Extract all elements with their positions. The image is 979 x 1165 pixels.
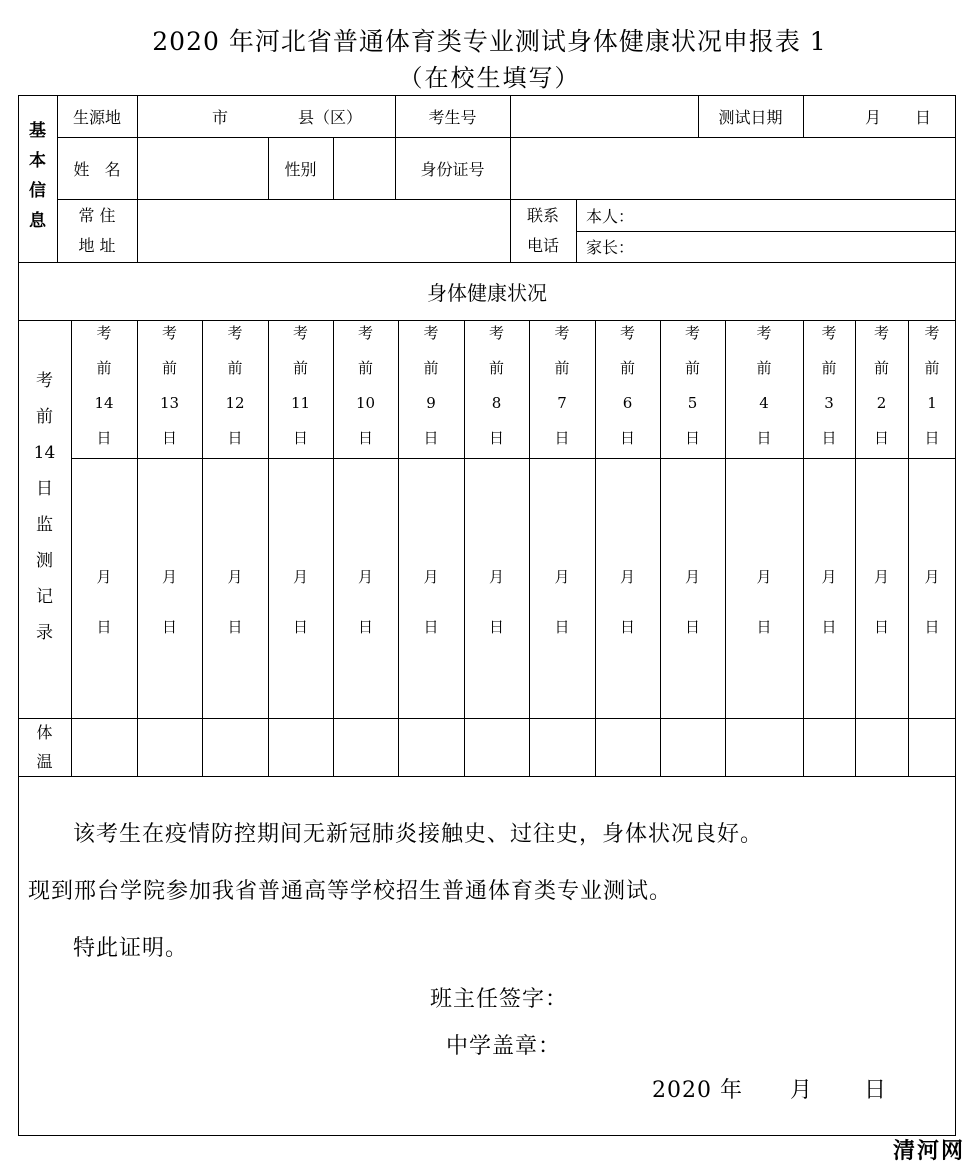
sign-date-month: 月: [790, 1078, 814, 1103]
day-header: 考 前 4 日: [756, 324, 772, 447]
self-phone-label: 本人：: [586, 206, 635, 226]
date-record-cell[interactable]: 月 日: [619, 568, 635, 636]
date-record-cell[interactable]: 月 日: [161, 568, 177, 636]
col-divider: [576, 199, 577, 262]
test-date-month: 月: [864, 107, 881, 127]
day-header: 考 前 5 日: [684, 324, 700, 447]
id-number-field[interactable]: [510, 137, 956, 199]
day-header: 考 前 7 日: [554, 324, 570, 447]
gender-label: 性别: [284, 159, 317, 179]
sign-date-year: 2020 年: [652, 1078, 743, 1103]
day-header: 考 前 14 日: [94, 324, 114, 447]
sign-date-day: 日: [864, 1078, 888, 1103]
origin-city-label: 市: [211, 107, 228, 127]
address-field[interactable]: [137, 199, 510, 262]
day-header: 考 前 11 日: [290, 324, 311, 447]
date-record-cell[interactable]: 月 日: [554, 568, 570, 636]
day-header: 考 前 3 日: [821, 324, 837, 447]
date-record-cell[interactable]: 月 日: [227, 568, 243, 636]
phone-label: 联系 电话: [526, 205, 559, 255]
basic-info-label: 基 本 信 息: [29, 121, 46, 231]
statement-line-1: 该考生在疫情防控期间无新冠肺炎接触史、过往史，身体状况良好。: [73, 822, 764, 847]
row-divider: [71, 458, 956, 459]
origin-label: 生源地: [72, 107, 121, 127]
row-divider: [18, 776, 956, 777]
teacher-signature-label: 班主任签字：: [430, 987, 569, 1012]
school-seal-label: 中学盖章：: [446, 1034, 562, 1059]
id-number-label: 身份证号: [420, 159, 485, 179]
gender-field[interactable]: [333, 137, 395, 199]
page-title: 2020 年河北省普通体育类专业测试身体健康状况申报表 1: [152, 27, 827, 56]
date-record-cell[interactable]: 月 日: [96, 568, 112, 636]
date-record-cell[interactable]: 月 日: [357, 568, 373, 636]
day-header: 考 前 1 日: [924, 324, 940, 447]
col-divider: [803, 95, 804, 137]
day-header: 考 前 13 日: [159, 324, 180, 447]
day-header: 考 前 2 日: [873, 324, 889, 447]
date-record-cell[interactable]: 月 日: [488, 568, 504, 636]
temperature-label: 体 温: [36, 723, 53, 771]
test-date-label: 测试日期: [718, 107, 783, 127]
date-record-cell[interactable]: 月 日: [684, 568, 700, 636]
day-header: 考 前 12 日: [225, 324, 245, 447]
name-field[interactable]: [137, 137, 268, 199]
date-record-cell[interactable]: 月 日: [924, 568, 940, 636]
date-record-cell[interactable]: 月 日: [423, 568, 439, 636]
health-status-header: 身体健康状况: [427, 280, 547, 305]
day-header: 考 前 10 日: [355, 324, 376, 447]
exam-number-field[interactable]: [510, 95, 698, 137]
date-record-cell[interactable]: 月 日: [292, 568, 308, 636]
name-label: 姓 名: [73, 159, 121, 179]
date-record-cell[interactable]: 月 日: [873, 568, 889, 636]
statement-line-3: 特此证明。: [73, 936, 189, 961]
page-subtitle: （在校生填写）: [398, 64, 581, 92]
date-record-cell[interactable]: 月 日: [756, 568, 772, 636]
parent-phone-label: 家长：: [586, 238, 635, 257]
row-divider: [18, 718, 956, 719]
watermark-logo: 清河网: [892, 1139, 965, 1164]
address-label: 常 住 地 址: [78, 205, 116, 255]
statement-line-2: 现到邢台学院参加我省普通高等学校招生普通体育类专业测试。: [28, 879, 673, 904]
origin-county-label: 县（区）: [297, 107, 362, 127]
day-header: 考 前 9 日: [423, 324, 439, 447]
day-header: 考 前 8 日: [488, 324, 504, 447]
day-header: 考 前 6 日: [619, 324, 635, 447]
test-date-day: 日: [914, 107, 931, 127]
exam-number-label: 考生号: [428, 107, 477, 127]
monitor-record-label: 考 前 14 日 监 测 记 录: [33, 371, 56, 643]
date-record-cell[interactable]: 月 日: [821, 568, 837, 636]
